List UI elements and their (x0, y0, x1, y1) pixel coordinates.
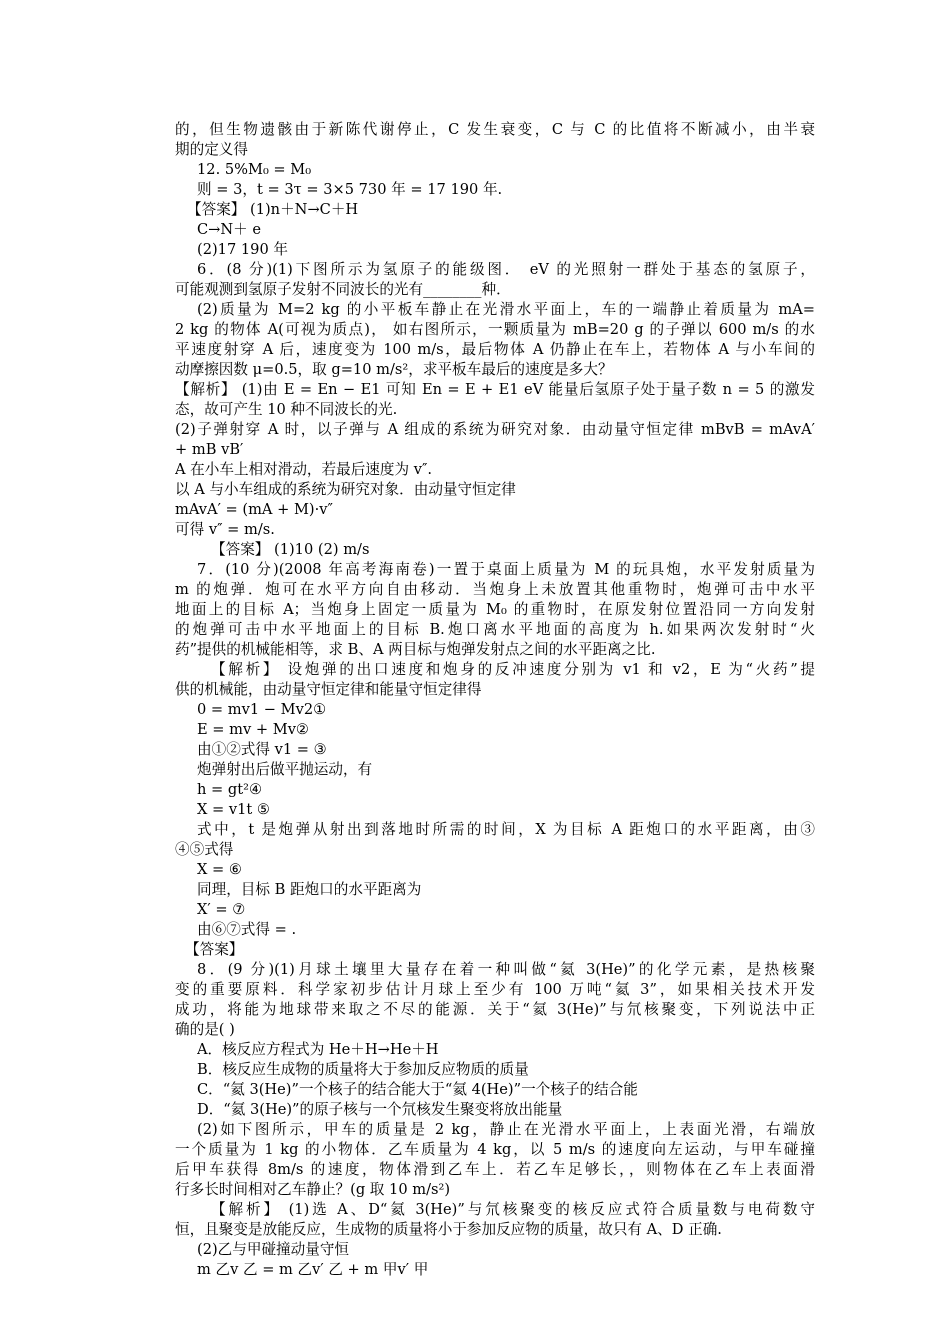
text-line: (2)如下图所示，甲车的质量是 2 kg，静止在光滑水平面上，上表面光滑，右端放 (197, 1121, 815, 1138)
text-line: 一个质量为 1 kg 的小物体．乙车质量为 4 kg，以 5 m/s 的速度向左运动，与甲车碰撞 (175, 1141, 815, 1158)
text-line: 可能观测到氢原子发射不同波长的光有________种． (175, 281, 511, 298)
equation-line: E = mv + Mv② (197, 721, 310, 738)
equation-line: 由①②式得 v1 = ③ (197, 741, 327, 758)
text-line: 式中，t 是炮弹从射出到落地时所需的时间，X 为目标 A 距炮口的水平距离，由③ (197, 821, 815, 838)
text-line: m 的炮弹．炮可在水平方向自由移动．当炮身上未放置其他重物时，炮弹可击中水平 (175, 581, 815, 598)
option-b: B．核反应生成物的质量将大于参加反应物质的质量 (197, 1061, 529, 1078)
equation-line: m 乙v 乙 = m 乙v′ 乙 + m 甲v′ 甲 (197, 1261, 429, 1278)
text-line: 确的是( ) (175, 1021, 235, 1038)
text-line: 期的定义得 (175, 141, 248, 158)
text-line: 以 A 与小车组成的系统为研究对象．由动量守恒定律 (175, 481, 516, 498)
equation-line: X = v1t ⑤ (197, 801, 271, 818)
text-line: mAvA′ = (mA + M)·v″ (175, 501, 333, 518)
question-6: 6．(8 分)(1)下图所示为氢原子的能级图． eV 的光照射一群处于基态的氢原子， (197, 261, 815, 278)
text-line: 恒，且聚变是放能反应，生成物的质量将小于参加反应物的质量，故只有 A、D 正确. (175, 1221, 722, 1238)
text-line: 炮弹射出后做平抛运动，有 (197, 761, 373, 778)
text-line: (2)子弹射穿 A 时，以子弹与 A 组成的系统为研究对象．由动量守恒定律 mBvB = mAvA′ (175, 421, 815, 438)
answer-heading: 【答案】 (1)10 (2) m/s (211, 541, 370, 558)
text-line: C→N＋ e (197, 221, 262, 238)
text-line: 同理，目标 B 距炮口的水平距离为 (197, 881, 422, 898)
question-8: 8．(9 分)(1)月球土壤里大量存在着一种叫做“氦 3(He)”的化学元素，是热核聚 (197, 961, 815, 978)
analysis-heading: 【解析】 (1)选 A、D“氦 3(He)”与氘核聚变的核反应式符合质量数与电荷数守 (211, 1201, 815, 1218)
option-a: A．核反应方程式为 He＋H→He＋H (197, 1041, 439, 1058)
text-line: 供的机械能，由动量守恒定律和能量守恒定律得 (175, 681, 482, 698)
equation-line: h = gt²④ (197, 781, 263, 798)
text-line: 2 kg 的物体 A(可视为质点)， 如右图所示，一颗质量为 mB=20 g 的子弹以 600 m/s 的水 (175, 321, 815, 338)
text-line: 后甲车获得 8m/s 的速度，物体滑到乙车上．若乙车足够长，，则物体在乙车上表面滑 (175, 1161, 815, 1178)
analysis-heading: 【解析】 (1)由 E = En − E1 可知 En = E + E1 eV 能量后氢原子处于量子数 n = 5 的激发 (175, 381, 815, 398)
text-line: 态，故可产生 10 种不同波长的光. (175, 401, 398, 418)
option-d: D．“氦 3(He)”的原子核与一个氘核发生聚变将放出能量 (197, 1101, 563, 1118)
analysis-heading: 【解析】 设炮弹的出口速度和炮身的反冲速度分别为 v1 和 v2，E 为“火药”提 (211, 661, 815, 678)
text-line: + mB vB′ (175, 441, 244, 458)
text-line: 12. 5%M₀ = M₀ (197, 161, 312, 178)
text-line: 地面上的目标 A；当炮身上固定一质量为 M₀ 的重物时，在原发射位置沿同一方向发射 (175, 601, 815, 618)
text-line: 平速度射穿 A 后，速度变为 100 m/s，最后物体 A 仍静止在车上，若物体 A 与小车间的 (175, 341, 815, 358)
option-c: C．“氦 3(He)”一个核子的结合能大于“氦 4(He)”一个核子的结合能 (197, 1081, 638, 1098)
text-line: 可得 v″ = m/s. (175, 521, 275, 538)
text-line: (2)乙与甲碰撞动量守恒 (197, 1241, 350, 1258)
equation-line: X′ = ⑦ (197, 901, 246, 918)
text-line: 的炮弹可击中水平地面上的目标 B.炮口离水平地面的高度为 h.如果两次发射时“火 (175, 621, 815, 638)
text-line: 行多长时间相对乙车静止？(g 取 10 m/s²) (175, 1181, 451, 1198)
text-line: 成功，将能为地球带来取之不尽的能源．关于“氦 3(He)”与氘核聚变，下列说法中正 (175, 1001, 815, 1018)
answer-heading: 【答案】 (1)n＋N→C＋H (187, 201, 359, 218)
text-line: A 在小车上相对滑动，若最后速度为 v″. (175, 461, 433, 478)
equation-line: 0 = mv1 − Mv2① (197, 701, 327, 718)
text-line: (2)17 190 年 (197, 241, 288, 258)
equation-line: X = ⑥ (197, 861, 242, 878)
question-7: 7．(10 分)(2008 年高考海南卷)一置于桌面上质量为 M 的玩具炮，水平发射质量为 (197, 561, 815, 578)
text-line: ④⑤式得 (175, 841, 234, 858)
equation-line: 由⑥⑦式得 = . (197, 921, 297, 938)
text-line: 则 = 3，t = 3τ = 3×5 730 年 = 17 190 年. (197, 181, 503, 198)
text-line: (2)质量为 M=2 kg 的小平板车静止在光滑水平面上，车的一端静止着质量为 mA= (197, 301, 815, 318)
text-line: 动摩擦因数 μ=0.5，取 g=10 m/s²，求平板车最后的速度是多大？ (175, 361, 613, 378)
answer-heading: 【答案】 (185, 941, 244, 958)
text-line: 药”提供的机械能相等，求 B、A 两目标与炮弹发射点之间的水平距离之比. (175, 641, 656, 658)
text-line: 变的重要原料．科学家初步估计月球上至少有 100 万吨“氦 3”，如果相关技术开发 (175, 981, 815, 998)
text-line: 的，但生物遗骸由于新陈代谢停止，C 发生衰变，C 与 C 的比值将不断减小，由半衰 (175, 121, 815, 138)
